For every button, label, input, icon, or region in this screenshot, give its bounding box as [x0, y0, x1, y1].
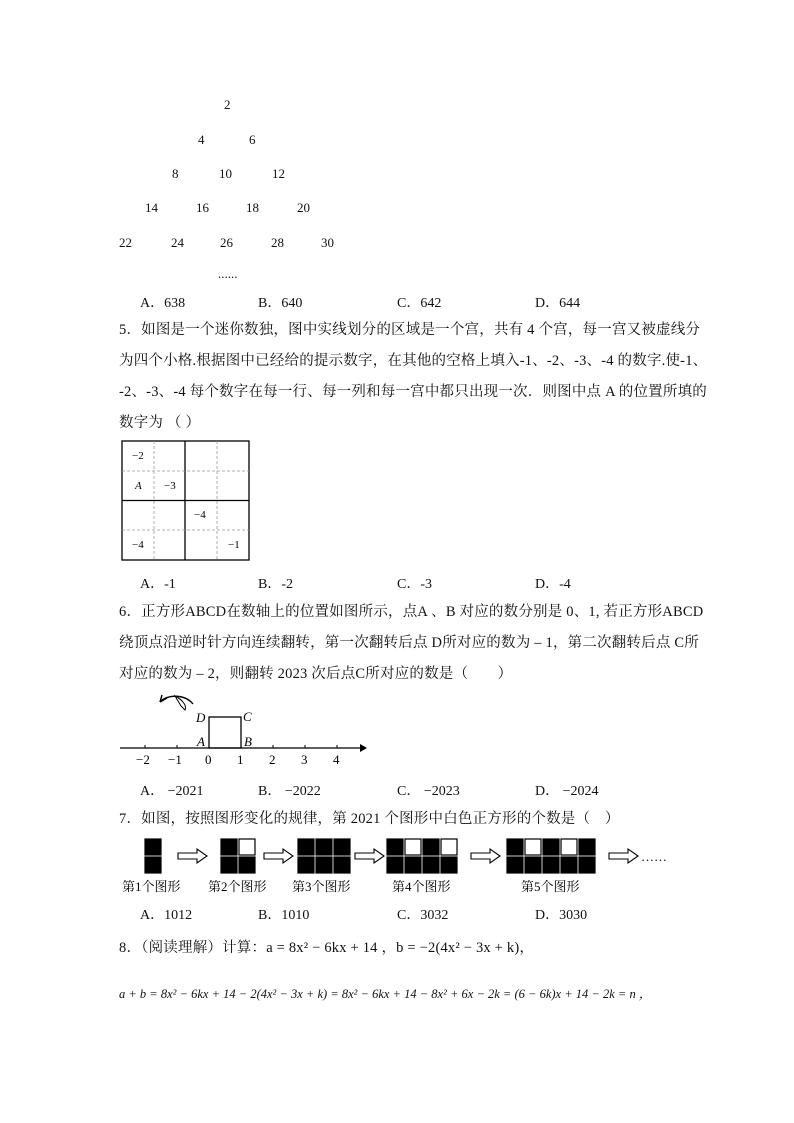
q5-option-d: D．-4 [535, 577, 571, 592]
triangle-number: 8 [172, 166, 179, 181]
triangle-number: 4 [198, 132, 205, 147]
q6-option-c: C． −2023 [397, 784, 460, 799]
triangle-number: 26 [220, 235, 233, 250]
q4-option-d: D．644 [535, 296, 581, 311]
axis-tick-label: −1 [168, 752, 182, 767]
number-line-figure [115, 690, 375, 770]
q4-option-a: A．638 [140, 296, 186, 311]
figure-caption: 第1个图形 [122, 879, 181, 894]
triangle-number: 28 [271, 235, 284, 250]
arrow-right-icon [609, 849, 638, 863]
vertex-label-a: A [197, 734, 205, 749]
triangle-number: 18 [246, 200, 259, 215]
triangle-number: 6 [249, 132, 256, 147]
grid-cell-point-a: A [135, 480, 142, 492]
figure-caption: 第3个图形 [292, 879, 351, 894]
arrow-right-icon [264, 849, 293, 863]
grid-cell-r3c3: −4 [194, 509, 206, 521]
grid-cell-r4c4: −1 [228, 539, 240, 551]
triangle-number: 24 [171, 235, 184, 250]
axis-tick-label: 1 [237, 752, 244, 767]
figure-caption: 第2个图形 [208, 879, 267, 894]
q4-option-b: B．640 [258, 296, 303, 311]
q5-text-line: -2、-3、-4 每个数字在每一行、每一列和每一宫中都只出现一次．则图中点 A 的位置所填的 [119, 384, 707, 400]
q6-text-line: 对应的数为 – 2，则翻转 2023 次后点C所对应的数是（ ） [119, 666, 513, 682]
axis-tick-label: 3 [301, 752, 308, 767]
q7-option-c: C．3032 [397, 908, 449, 923]
pattern-ellipsis: …… [641, 849, 667, 864]
square-abcd [209, 717, 241, 748]
q5-option-a: A．-1 [140, 577, 176, 592]
q8-equation-line: a + b = 8x² − 6kx + 14 − 2(4x² − 3x + k) = 8x² − 6kx + 14 − 8x² + 6x − 2k = (6 − 6k)x + 14 − 2k = n ， [119, 987, 652, 1001]
axis-tick-label: 2 [269, 752, 276, 767]
triangle-number: 16 [196, 200, 209, 215]
axis-tick-label: −2 [136, 752, 150, 767]
axis-arrow-icon [360, 744, 367, 752]
axis-tick-label: 4 [333, 752, 340, 767]
q8-text-line: 8．（阅读理解）计算：a = 8x² − 6kx + 14 ，b = −2(4x² − 3x + k)， [119, 940, 535, 956]
arrow-right-icon [355, 849, 384, 863]
q7-option-b: B．1010 [258, 908, 310, 923]
triangle-number: 10 [219, 166, 232, 181]
q6-text-line: 6．正方形ABCD在数轴上的位置如图所示，点A 、B 对应的数分别是 0、1, 若正方形ABCD [119, 604, 704, 620]
grid-cell-r4c1: −4 [132, 539, 144, 551]
figure-caption: 第4个图形 [392, 879, 451, 894]
pattern-figure [115, 836, 685, 898]
triangle-number: 30 [321, 235, 334, 250]
q5-text-line: 为四个小格.根据图中已经给的提示数字，在其他的空格上填入-1、-2、-3、-4 的数字.使-1、 [119, 353, 708, 369]
q5-text-line: 5．如图是一个迷你数独，图中实线划分的区域是一个宫，共有 4 个宫，每一宫又被虚线分 [119, 322, 701, 338]
q5-option-b: B．-2 [258, 577, 293, 592]
arrow-right-icon [471, 849, 500, 863]
axis-tick-label: 0 [205, 752, 212, 767]
triangle-number: 22 [119, 235, 132, 250]
triangle-number: 14 [145, 200, 158, 215]
sudoku-grid [121, 440, 251, 562]
q7-option-d: D．3030 [535, 908, 588, 923]
grid-cell-r2c2: −3 [164, 480, 176, 492]
triangle-ellipsis: ...... [218, 266, 238, 281]
figure-caption: 第5个图形 [521, 879, 580, 894]
arrow-right-icon [178, 849, 207, 863]
q5-text-line: 数字为 （ ） [119, 415, 201, 431]
triangle-number: 20 [297, 200, 310, 215]
q7-text-line: 7．如图，按照图形变化的规律，第 2021 个图形中白色正方形的个数是（ ） [119, 811, 620, 827]
vertex-label-d: D [196, 710, 206, 725]
q4-option-c: C．642 [397, 296, 442, 311]
q7-option-a: A．1012 [140, 908, 193, 923]
q6-text-line: 绕顶点沿逆时针方向连续翻转，第一次翻转后点 D所对应的数为 – 1，第二次翻转后点 C所 [119, 635, 699, 651]
grid-cell-r1c1: −2 [132, 450, 144, 462]
q6-option-a: A． −2021 [140, 784, 204, 799]
triangle-number: 2 [224, 97, 231, 112]
q5-option-c: C．-3 [397, 577, 432, 592]
triangle-number: 12 [272, 166, 285, 181]
vertex-label-c: C [243, 709, 252, 724]
q6-option-d: D． −2024 [535, 784, 599, 799]
q6-option-b: B． −2022 [258, 784, 321, 799]
vertex-label-b: B [244, 734, 252, 749]
